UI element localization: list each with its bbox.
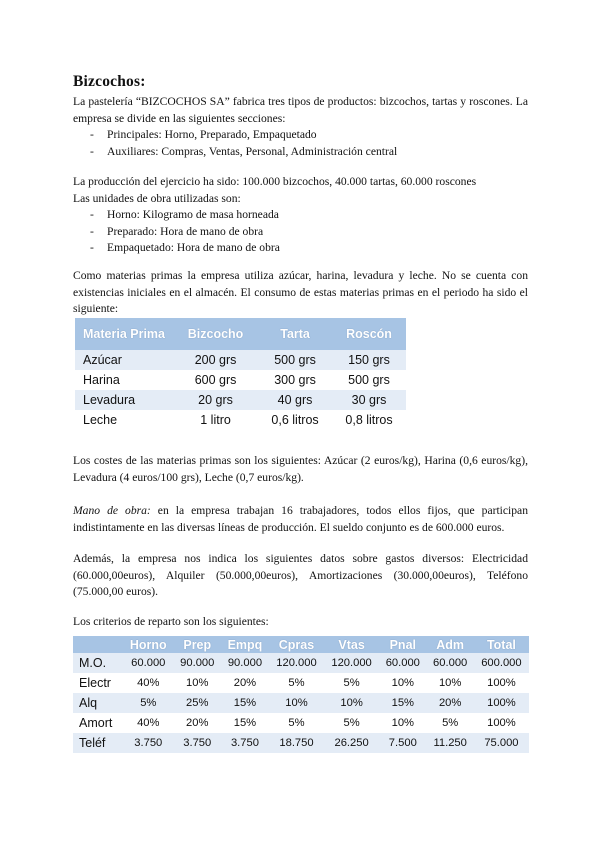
table-cell: 150 grs xyxy=(332,350,406,370)
sections-list xyxy=(73,127,528,160)
table-header-cell: Empq xyxy=(221,636,269,653)
table-cell: 10% xyxy=(379,713,426,733)
table-cell: 25% xyxy=(174,693,221,713)
table-header-cell: Roscón xyxy=(332,318,406,350)
table-header-cell xyxy=(73,636,123,653)
expenses-paragraph: Además, la empresa nos indica los siguientes datos sobre gastos diversos: Electricidad (60.000,00euros), Alquiler (50.000,00euros), Amortizaciones (30.000,00euros), Teléfono (75.000,00 euros). xyxy=(73,552,528,598)
table-cell: 10% xyxy=(324,693,379,713)
table-cell: Leche xyxy=(75,410,173,430)
table-row xyxy=(73,713,529,733)
table-cell: Alq xyxy=(73,693,123,713)
table-cell: 300 grs xyxy=(258,370,332,390)
table-header-cell: Vtas xyxy=(324,636,379,653)
table-cell: Electr xyxy=(73,673,123,693)
table-header-cell: Adm xyxy=(426,636,473,653)
table-header-cell: Materia Prima xyxy=(75,318,173,350)
table-cell: 15% xyxy=(221,713,269,733)
materials-paragraph: Como materias primas la empresa utiliza azúcar, harina, levadura y leche. No se cuenta con existencias iniciales en el almacén. El consumo de estas materias primas en el periodo ha sido el siguiente: xyxy=(73,269,528,315)
table-cell: 20% xyxy=(174,713,221,733)
table-cell: 600.000 xyxy=(474,653,529,673)
production-block xyxy=(73,174,528,257)
table-cell: 60.000 xyxy=(379,653,426,673)
table-cell: 15% xyxy=(221,693,269,713)
table-row xyxy=(75,370,406,390)
table-cell: 15% xyxy=(379,693,426,713)
table-cell: 60.000 xyxy=(426,653,473,673)
table-cell: 10% xyxy=(174,673,221,693)
table-cell: 3.750 xyxy=(221,733,269,753)
table-cell: 100% xyxy=(474,693,529,713)
table-cell: 100% xyxy=(474,673,529,693)
costs-block xyxy=(73,453,528,486)
table-cell: 3.750 xyxy=(174,733,221,753)
labor-text: en la empresa trabajan 16 trabajadores, todos ellos fijos, que participan indistintamente en las diversas líneas de producción. El sueldo conjunto es de 600.000 euros. xyxy=(73,504,528,534)
intro-paragraph: La pastelería “BIZCOCHOS SA” fabrica tres tipos de productos: bizcochos, tartas y roscones. La empresa se divide en las siguientes secciones: xyxy=(73,95,528,125)
table-cell: 3.750 xyxy=(123,733,174,753)
table-row xyxy=(75,350,406,370)
costs-paragraph: Los costes de las materias primas son los siguientes: Azúcar (2 euros/kg), Harina (0,6 euros/kg), Levadura (4 euros/100 grs), Leche (0,7 euros/kg). xyxy=(73,454,528,484)
list-item: - Preparado: Hora de mano de obra xyxy=(73,224,528,241)
table-cell: 10% xyxy=(269,693,324,713)
table-cell: 40% xyxy=(123,713,174,733)
list-item: - Empaquetado: Hora de mano de obra xyxy=(73,240,528,257)
table-cell: 20% xyxy=(221,673,269,693)
table-cell: 5% xyxy=(269,713,324,733)
table-header-cell: Tarta xyxy=(258,318,332,350)
table-header-row xyxy=(73,636,529,653)
table-cell: 0,6 litros xyxy=(258,410,332,430)
table-cell: 120.000 xyxy=(269,653,324,673)
table-header-cell: Pnal xyxy=(379,636,426,653)
table-cell: 20% xyxy=(426,693,473,713)
table-cell: 600 grs xyxy=(173,370,258,390)
table-header-cell: Horno xyxy=(123,636,174,653)
table-cell: 5% xyxy=(324,673,379,693)
table-cell: 90.000 xyxy=(221,653,269,673)
materials-block xyxy=(73,268,528,318)
table-cell: Levadura xyxy=(75,390,173,410)
table-row xyxy=(73,693,529,713)
table-cell: Azúcar xyxy=(75,350,173,370)
table-cell: 90.000 xyxy=(174,653,221,673)
table-header-cell: Bizcocho xyxy=(173,318,258,350)
criteria-block xyxy=(73,614,528,631)
table-cell: 500 grs xyxy=(258,350,332,370)
table-cell: Harina xyxy=(75,370,173,390)
table-cell: 11.250 xyxy=(426,733,473,753)
units-list xyxy=(73,207,528,257)
table-row xyxy=(73,733,529,753)
allocation-table xyxy=(73,636,529,753)
table-cell: 100% xyxy=(474,713,529,733)
table-header-cell: Total xyxy=(474,636,529,653)
labor-label: Mano de obra: xyxy=(73,504,151,517)
production-paragraph: La producción del ejercicio ha sido: 100.000 bizcochos, 40.000 tartas, 60.000 roscones xyxy=(73,175,477,188)
list-item: - Horno: Kilogramo de masa horneada xyxy=(73,207,528,224)
table-cell: 20 grs xyxy=(173,390,258,410)
table-cell: 10% xyxy=(426,673,473,693)
table-cell: M.O. xyxy=(73,653,123,673)
table-cell: 40% xyxy=(123,673,174,693)
table-cell: 5% xyxy=(123,693,174,713)
table-cell: 5% xyxy=(269,673,324,693)
intro-block xyxy=(73,94,528,160)
materials-table xyxy=(75,318,406,430)
list-item: - Principales: Horno, Preparado, Empaquetado xyxy=(73,127,528,144)
table-cell: 5% xyxy=(426,713,473,733)
table-row xyxy=(73,673,529,693)
table-cell: 60.000 xyxy=(123,653,174,673)
table-cell: 7.500 xyxy=(379,733,426,753)
table-cell: Amort xyxy=(73,713,123,733)
table-row xyxy=(75,410,406,430)
table-cell: 26.250 xyxy=(324,733,379,753)
table-cell: 120.000 xyxy=(324,653,379,673)
table-header-row xyxy=(75,318,406,350)
table-cell: 10% xyxy=(379,673,426,693)
table-header-cell: Prep xyxy=(174,636,221,653)
table-cell: 500 grs xyxy=(332,370,406,390)
table-cell: 18.750 xyxy=(269,733,324,753)
table-row xyxy=(73,653,529,673)
units-intro: Las unidades de obra utilizadas son: xyxy=(73,191,241,205)
table-cell: 75.000 xyxy=(474,733,529,753)
table-cell: 1 litro xyxy=(173,410,258,430)
table-header-cell: Cpras xyxy=(269,636,324,653)
table-cell: 5% xyxy=(324,713,379,733)
table-cell: Teléf xyxy=(73,733,123,753)
document-title: Bizcochos: xyxy=(73,73,146,90)
labor-paragraph xyxy=(73,503,528,536)
table-cell: 30 grs xyxy=(332,390,406,410)
expenses-block xyxy=(73,551,528,601)
list-item: - Auxiliares: Compras, Ventas, Personal, Administración central xyxy=(73,144,528,161)
table-cell: 0,8 litros xyxy=(332,410,406,430)
labor-block xyxy=(73,503,528,536)
table-row xyxy=(75,390,406,410)
criteria-paragraph: Los criterios de reparto son los siguientes: xyxy=(73,615,269,628)
table-cell: 200 grs xyxy=(173,350,258,370)
table-cell: 40 grs xyxy=(258,390,332,410)
